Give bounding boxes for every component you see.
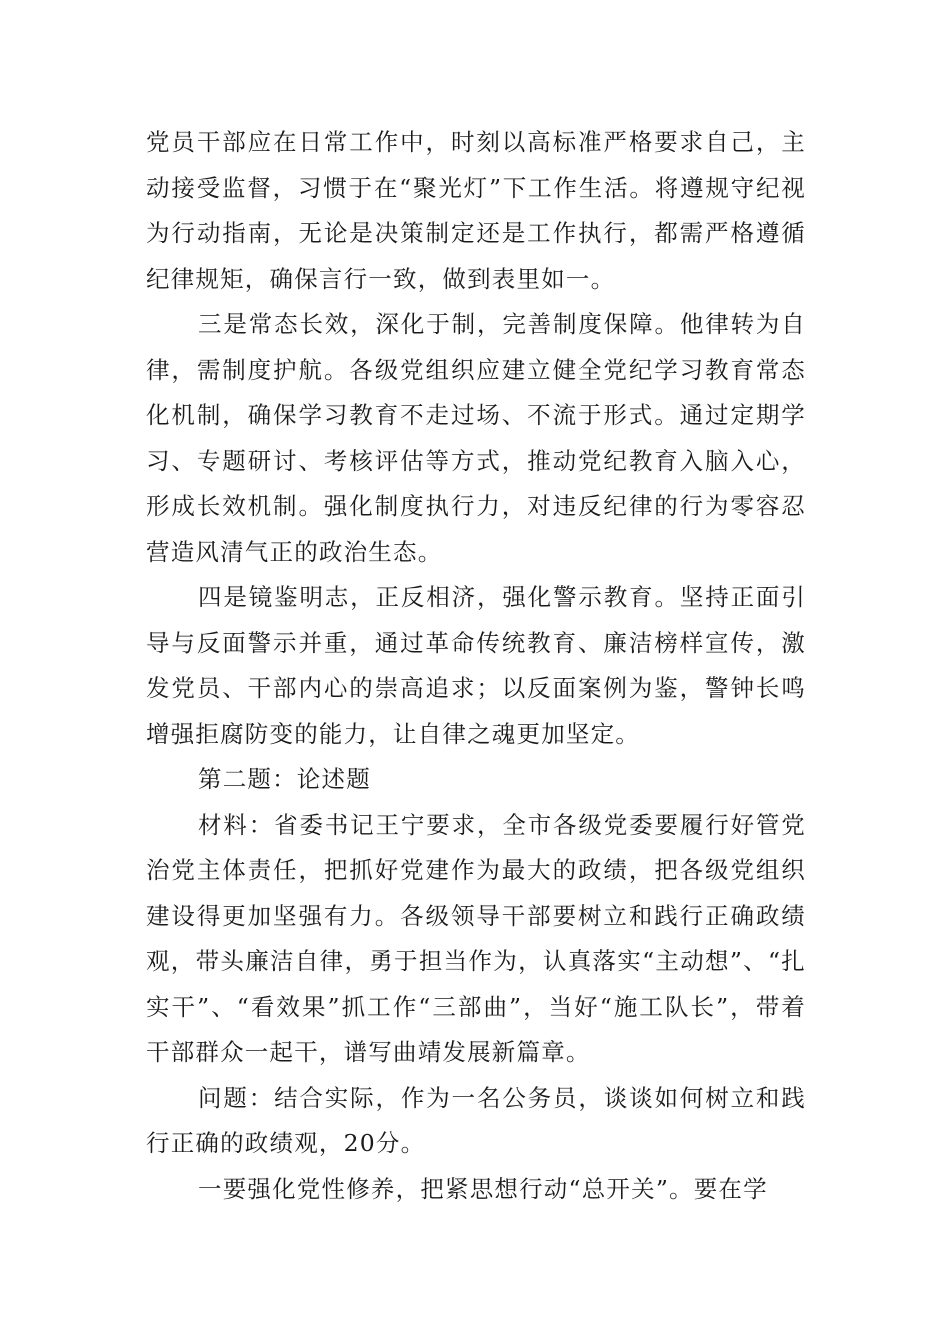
document-body (146, 120, 806, 1212)
paragraph-1: 党员干部应在日常工作中，时刻以高标准严格要求自己，主动接受监督，习惯于在“聚光灯”下工作生活。将遵规守纪视为行动指南，无论是决策制定还是工作执行，都需严格遵循纪律规矩，确保言行一致，做到表里如一。 (146, 128, 806, 293)
paragraph-2: 三是常态长效，深化于制，完善制度保障。他律转为自律，需制度护航。各级党组织应建立健全党纪学习教育常态化机制，确保学习教育不走过场、不流于形式。通过定期学习、专题研讨、考核评估等方式，推动党纪教育入脑入心，形成长效机制。强化制度执行力，对违反纪律的行为零容忍营造风清气正的政治生态。 (146, 310, 806, 566)
paragraph-3: 四是镜鉴明志，正反相济，强化警示教育。坚持正面引导与反面警示并重，通过革命传统教育、廉洁榜样宣传，激发党员、干部内心的崇高追求；以反面案例为鉴，警钟长鸣增强拒腐防变的能力，让自律之魂更加坚定。 (146, 583, 806, 748)
paragraph-material: 材料：省委书记王宁要求，全市各级党委要履行好管党治党主体责任，把抓好党建作为最大的政绩，把各级党组织建设得更加坚强有力。各级领导干部要树立和践行正确政绩观，带头廉洁自律，勇于担当作为，认真落实“主动想”、“扎实干”、“看效果”抓工作“三部曲”，当好“施工队长”，带着干部群众一起干，谱写曲靖发展新篇章。 (146, 810, 806, 1066)
paragraph-answer: 一要强化党性修养，把紧思想行动“总开关”。要在学 (198, 1174, 768, 1203)
section-heading: 第二题：论述题 (198, 765, 371, 793)
paragraph-question: 问题：结合实际，作为一名公务员，谈谈如何树立和践行正确的政绩观，20分。 (146, 1083, 806, 1157)
